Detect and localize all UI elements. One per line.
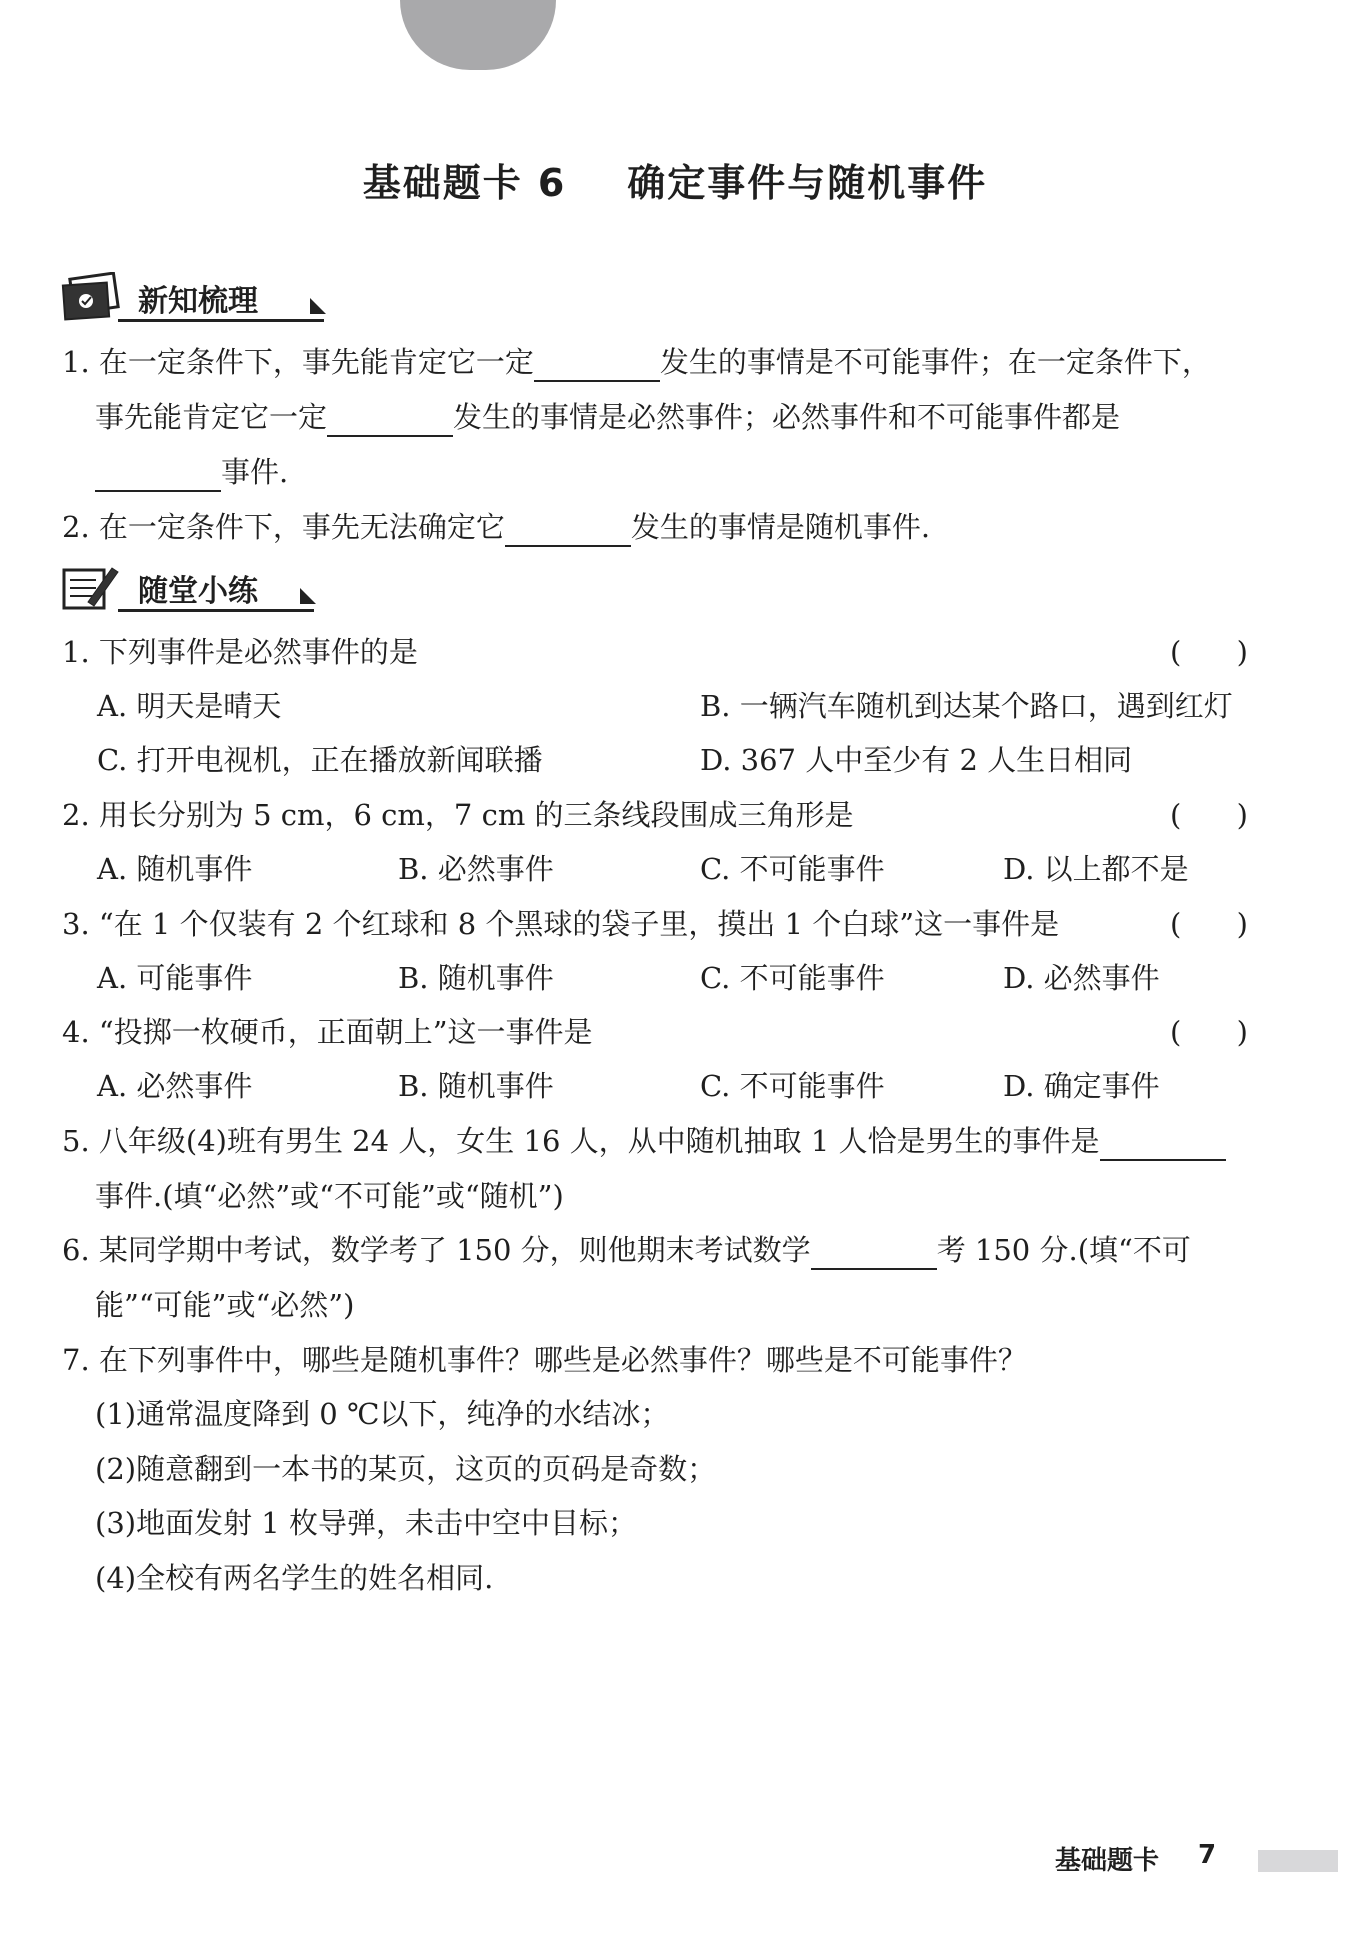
q3-stem: 3. “在 1 个仅装有 2 个红球和 8 个黑球的袋子里，摸出 1 个白球”这一事件是 [62, 907, 1060, 941]
concept-text: 事先能肯定它一定 [95, 400, 328, 434]
concept-line-4 [62, 507, 930, 547]
q7-item-4: (4)全校有两名学生的姓名相同. [95, 1561, 494, 1595]
q7-item-2: (2)随意翻到一本书的某页，这页的页码是奇数； [95, 1452, 717, 1486]
footer-label: 基础题卡 [1055, 1846, 1160, 1876]
q7-item-1: (1)通常温度降到 0 ℃以下，纯净的水结冰； [95, 1397, 670, 1431]
q6-stem: 6. 某同学期中考试，数学考了 150 分，则他期末考试数学 [62, 1233, 811, 1267]
q6-line-1 [62, 1230, 1191, 1270]
section-label-concepts: 新知梳理 [138, 284, 258, 319]
q4-option-b[interactable]: B. 随机事件 [398, 1069, 554, 1103]
q1-stem: 1. 下列事件是必然事件的是 [62, 635, 418, 669]
answer-blank[interactable] [327, 403, 453, 437]
q4-option-d[interactable]: D. 确定事件 [1003, 1069, 1160, 1103]
q2-stem: 2. 用长分别为 5 cm，6 cm，7 cm 的三条线段围成三角形是 [62, 798, 854, 832]
section-header-concepts [58, 272, 328, 322]
q7-item-3: (3)地面发射 1 枚导弹，未击中空中目标； [95, 1506, 637, 1540]
q2-option-b[interactable]: B. 必然事件 [398, 852, 554, 886]
q4-option-c[interactable]: C. 不可能事件 [700, 1069, 885, 1103]
section-header-practice [58, 562, 328, 612]
section-underline [118, 319, 324, 322]
page-tab-decoration [400, 0, 556, 70]
footer-bar-decoration [1258, 1850, 1338, 1872]
q1-answer-paren[interactable]: ( ) [1170, 635, 1248, 669]
answer-blank[interactable] [505, 513, 631, 547]
concept-text: 2. 在一定条件下，事先无法确定它 [62, 510, 505, 544]
q6-stem-tail: 考 150 分.(填“不可 [936, 1233, 1191, 1267]
concept-text: 发生的事情是必然事件；必然事件和不可能事件都是 [453, 400, 1121, 434]
q3-answer-paren[interactable]: ( ) [1170, 907, 1248, 941]
concept-line-3 [95, 452, 288, 492]
q5-stem: 5. 八年级(4)班有男生 24 人，女生 16 人，从中随机抽取 1 人恰是男生的事件是 [62, 1124, 1100, 1158]
answer-blank[interactable] [811, 1236, 937, 1270]
notebook-pencil-icon [58, 562, 124, 612]
q3-option-a[interactable]: A. 可能事件 [97, 961, 253, 995]
q4-answer-paren[interactable]: ( ) [1170, 1015, 1248, 1049]
q4-stem: 4. “投掷一枚硬币，正面朝上”这一事件是 [62, 1015, 593, 1049]
corner-triangle-icon [300, 588, 316, 604]
page-number: 7 [1198, 1840, 1217, 1870]
concept-line-1 [62, 342, 1211, 382]
concept-text: 发生的事情是随机事件. [630, 510, 931, 544]
q3-option-c[interactable]: C. 不可能事件 [700, 961, 885, 995]
concept-text: 1. 在一定条件下，事先能肯定它一定 [62, 345, 534, 379]
q6-line-2: 能”“可能”或“必然”) [95, 1288, 355, 1322]
q1-option-a[interactable]: A. 明天是晴天 [97, 689, 282, 723]
answer-blank[interactable] [1100, 1127, 1226, 1161]
book-icon [58, 272, 124, 322]
concept-text: 事件. [221, 455, 289, 489]
page-title: 基础题卡 6 确定事件与随机事件 [362, 161, 988, 205]
q1-option-c[interactable]: C. 打开电视机，正在播放新闻联播 [97, 743, 543, 777]
q7-stem: 7. 在下列事件中，哪些是随机事件？哪些是必然事件？哪些是不可能事件？ [62, 1343, 1027, 1377]
q3-option-b[interactable]: B. 随机事件 [398, 961, 554, 995]
q2-answer-paren[interactable]: ( ) [1170, 798, 1248, 832]
answer-blank[interactable] [534, 348, 660, 382]
q4-option-a[interactable]: A. 必然事件 [97, 1069, 253, 1103]
concept-text: 发生的事情是不可能事件；在一定条件下， [659, 345, 1211, 379]
corner-triangle-icon [310, 298, 326, 314]
concept-line-2 [95, 397, 1120, 437]
q1-option-d[interactable]: D. 367 人中至少有 2 人生日相同 [700, 743, 1133, 777]
q2-option-c[interactable]: C. 不可能事件 [700, 852, 885, 886]
section-label-practice: 随堂小练 [138, 574, 258, 609]
q5-line-1 [62, 1121, 1226, 1161]
answer-blank[interactable] [95, 458, 221, 492]
q3-option-d[interactable]: D. 必然事件 [1003, 961, 1160, 995]
section-underline [118, 609, 314, 612]
q2-option-a[interactable]: A. 随机事件 [97, 852, 253, 886]
q1-option-b[interactable]: B. 一辆汽车随机到达某个路口，遇到红灯 [700, 689, 1233, 723]
q5-line-2: 事件.(填“必然”或“不可能”或“随机”) [95, 1179, 564, 1213]
q2-option-d[interactable]: D. 以上都不是 [1003, 852, 1189, 886]
